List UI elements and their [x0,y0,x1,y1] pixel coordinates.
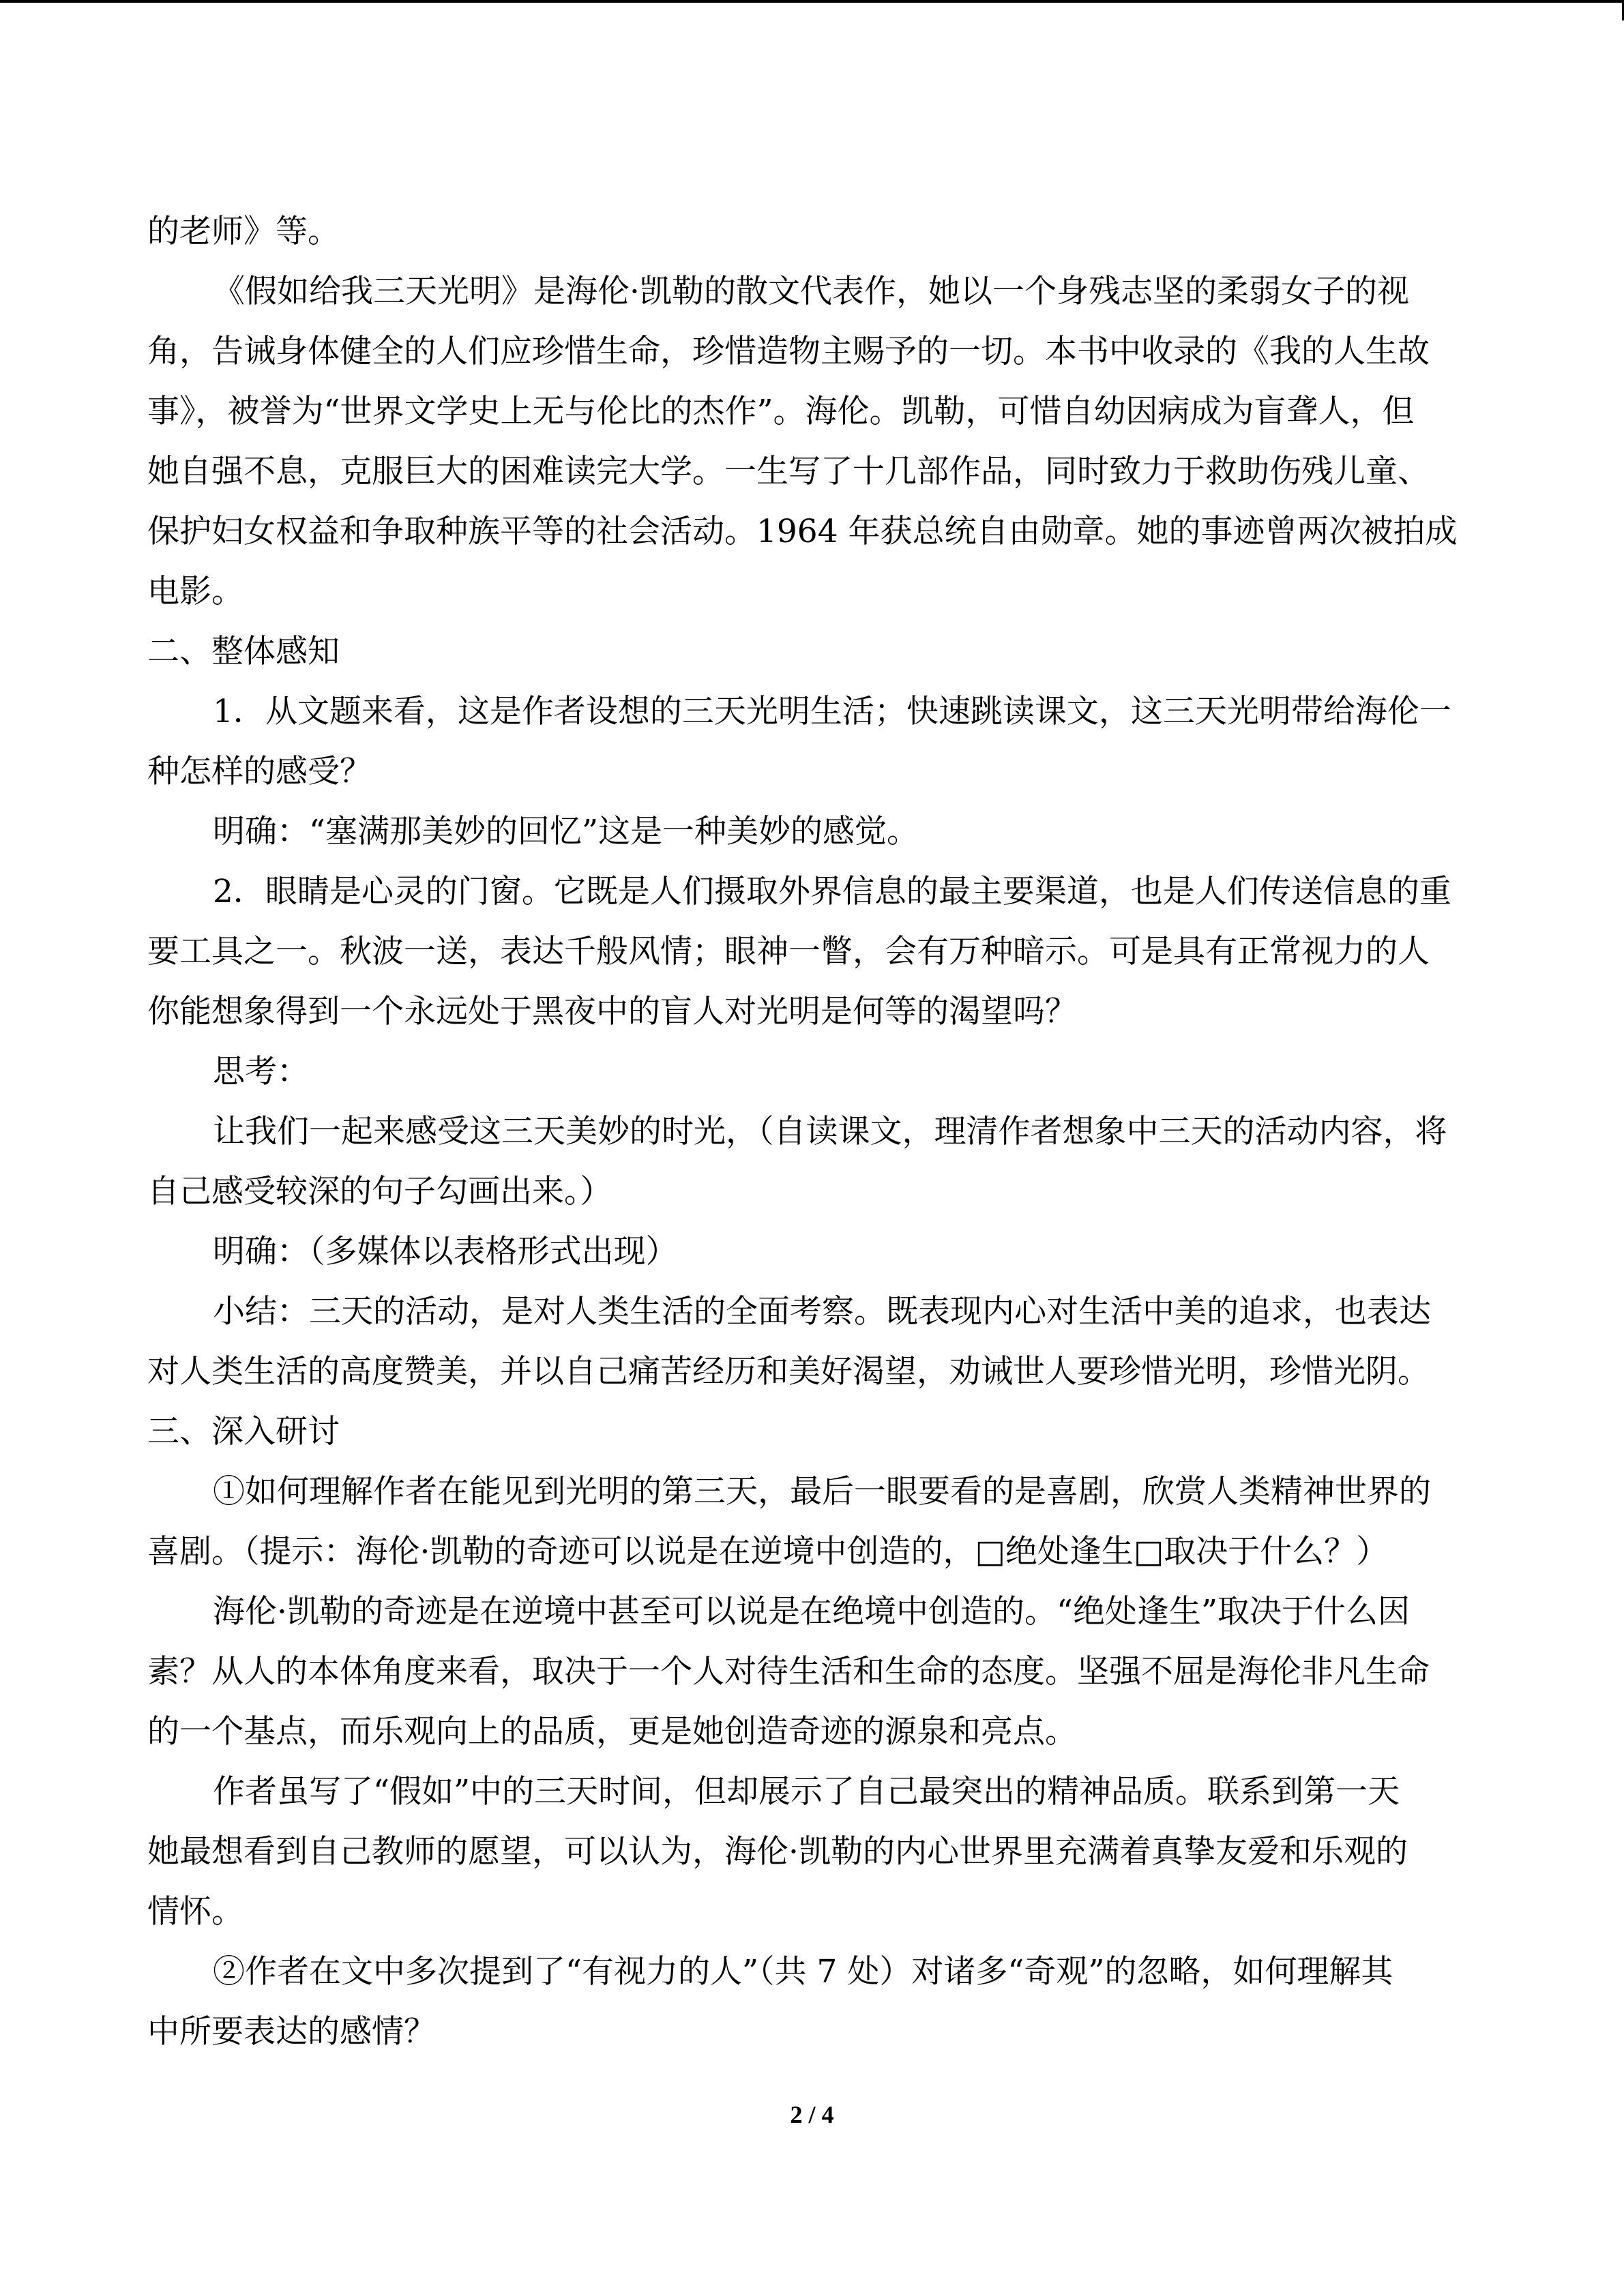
text-line: 小结：三天的活动，是对人类生活的全面考察。既表现内心对生活中美的追求，也表达 [213,1293,1431,1330]
text-line: 喜剧。（提示：海伦·凯勒的奇迹可以说是在逆境中创造的，□绝处逢生□取决于什么？） [147,1533,1389,1570]
text-line: 明确：（多媒体以表格形式出现） [213,1233,678,1270]
text-line: 情怀。 [147,1893,243,1930]
text-line: 2．眼睛是心灵的门窗。它既是人们摄取外界信息的最主要渠道，也是人们传送信息的重 [213,873,1451,910]
text-line: 自己感受较深的句子勾画出来。） [147,1173,612,1210]
text-line: 的老师》等。 [147,213,340,250]
text-line: 让我们一起来感受这三天美妙的时光，（自读课文，理清作者想象中三天的活动内容，将 [213,1113,1447,1150]
text-line: 保护妇女权益和争取种族平等的社会活动。1964 年获总统自由勋章。她的事迹曾两次被拍成 [147,513,1458,550]
text-line: 事》，被誉为“世界文学史上无与伦比的杰作”。海伦。凯勒，可惜自幼因病成为盲聋人，但 [147,393,1415,430]
text-line: 电影。 [147,573,243,610]
page-number: 2 / 4 [790,2101,834,2128]
text-line: 素？从人的本体角度来看，取决于一个人对待生活和生命的态度。坚强不屈是海伦非凡生命 [147,1653,1430,1690]
text-line: ②作者在文中多次提到了“有视力的人”（共 7 处）对诸多“奇观”的忽略，如何理解其 [213,1953,1393,1991]
text-line: 明确：“塞满那美妙的回忆”这是一种美妙的感觉。 [213,813,919,850]
document-body [147,202,1477,2062]
text-line: 1．从文题来看，这是作者设想的三天光明生活；快速跳读课文，这三天光明带给海伦一 [213,693,1451,730]
text-line: 你能想象得到一个永远处于黑夜中的盲人对光明是何等的渴望吗？ [147,993,1077,1030]
text-line: 《假如给我三天光明》是海伦·凯勒的散文代表作，她以一个身残志坚的柔弱女子的视 [213,273,1409,310]
text-line: 的一个基点，而乐观向上的品质，更是她创造奇迹的源泉和亮点。 [147,1713,1077,1750]
text-line: 种怎样的感受？ [147,753,372,790]
text-line: 作者虽写了“假如”中的三天时间，但却展示了自己最突出的精神品质。联系到第一天 [213,1773,1400,1810]
text-line: 她自强不息，克服巨大的困难读完大学。一生写了十几部作品，同时致力于救助伤残儿童、 [147,453,1430,490]
text-line: 角，告诫身体健全的人们应珍惜生命，珍惜造物主赐予的一切。本书中收录的《我的人生故 [147,333,1430,370]
text-line: ①如何理解作者在能见到光明的第三天，最后一眼要看的是喜剧，欣赏人类精神世界的 [213,1473,1431,1510]
text-line: 二、整体感知 [147,633,340,670]
text-line: 思考： [213,1053,309,1090]
text-line: 对人类生活的高度赞美，并以自己痛苦经历和美好渴望，劝诫世人要珍惜光明，珍惜光阴。 [147,1353,1430,1390]
text-line: 她最想看到自己教师的愿望，可以认为，海伦·凯勒的内心世界里充满着真挚友爱和乐观的 [147,1833,1408,1870]
page-top-border [0,0,1624,3]
text-line: 要工具之一。秋波一送，表达千般风情；眼神一瞥，会有万种暗示。可是具有正常视力的人 [147,933,1430,970]
text-line: 中所要表达的感情？ [147,2013,436,2051]
text-line: 海伦·凯勒的奇迹是在逆境中甚至可以说是在绝境中创造的。“绝处逢生”取决于什么因 [213,1593,1410,1630]
text-line: 三、深入研讨 [147,1413,340,1450]
